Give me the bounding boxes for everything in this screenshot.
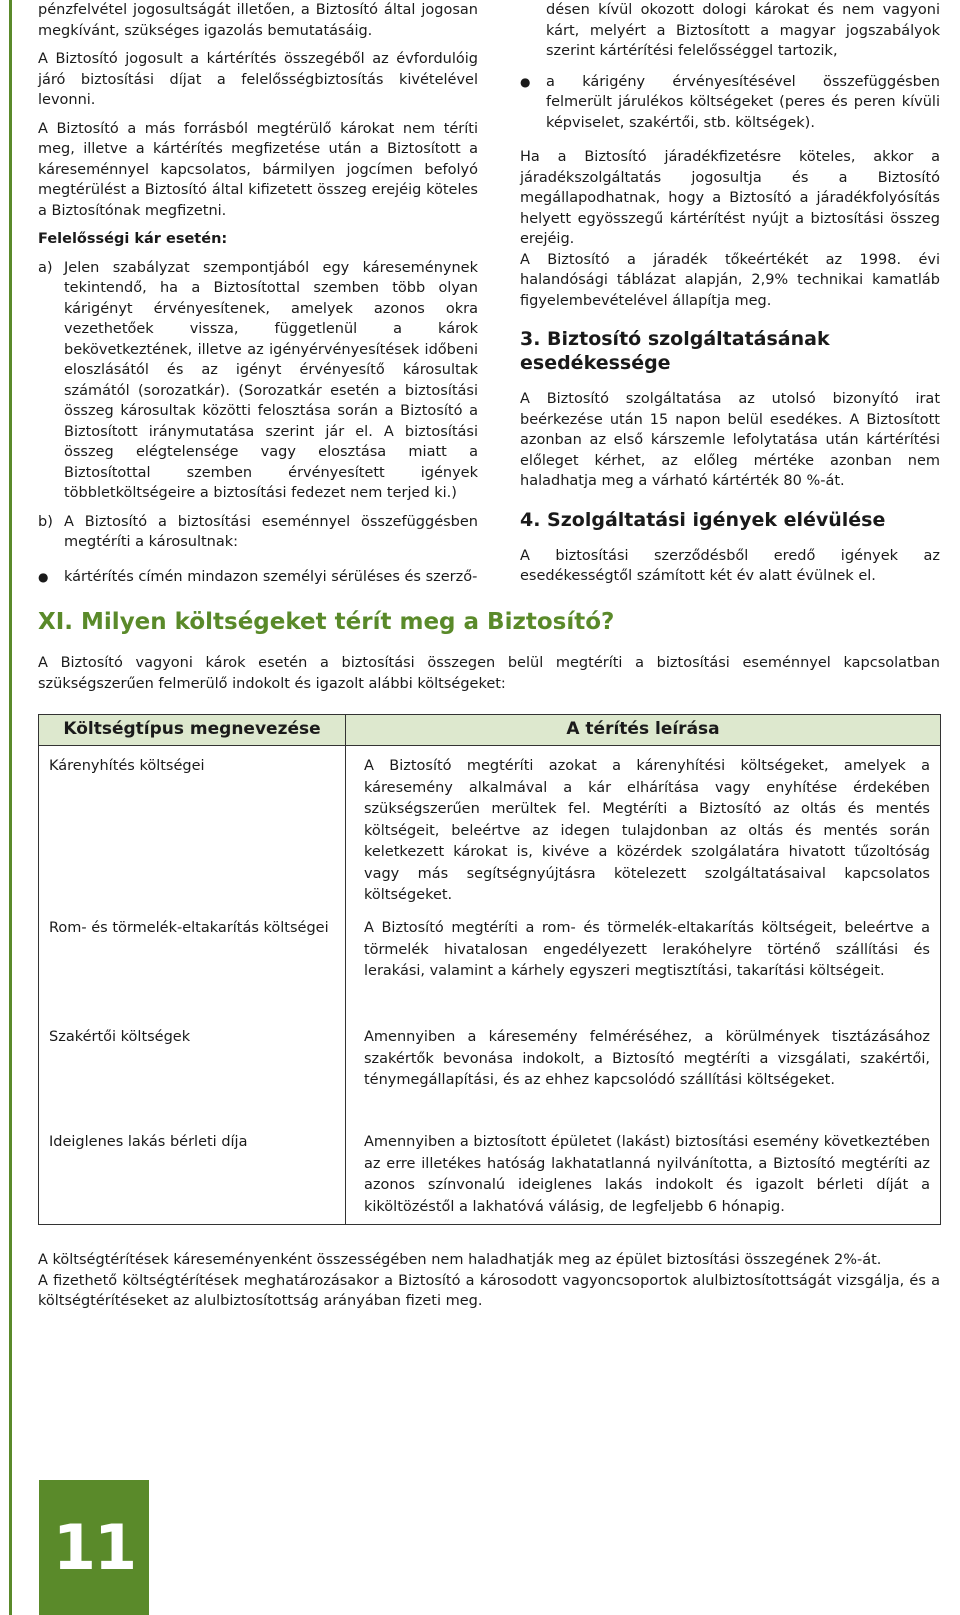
paragraph-annuity-calc: A Biztosító a járadék tőkeértékét az 1998. évi halandósági táblázat alapján, 2,9% technikai kamatláb figyelembevételével állapítja meg. bbox=[520, 251, 940, 309]
page-number: 11 bbox=[39, 1480, 149, 1615]
table-header-desc: A térítés leírása bbox=[346, 715, 941, 746]
liability-subheading: Felelősségi kár esetén: bbox=[38, 231, 228, 247]
paragraph-due-date: A Biztosító szolgáltatása az utolsó bizonyító irat beérkezése után 15 napon belül esedékes. A Biztosított azonban az első kárszemle lefolytatása után kártérítési előleget kérhet, az előleg mértéke azonban nem haladhatja meg a várható kártérték 80 %-át. bbox=[520, 391, 940, 489]
list-marker: a) bbox=[38, 259, 53, 276]
bullet-text: désen kívül okozott dologi károkat és nem vagyoni kárt, melyért a Biztosított a magyar jogszabályok szerint kártérítési felelősséggel tartozik, bbox=[546, 2, 940, 59]
footer-note-underinsurance: A fizethető költségtérítések meghatározásakor a Biztosító a károsodott vagyoncsoportok alulbiztosítottságát vizsgálja, és a költségtérítéseket az alulbiztosítottság arányában fizeti meg. bbox=[38, 1272, 940, 1309]
cost-type-cell: Rom- és törmelék-eltakarítás költségei bbox=[49, 920, 329, 936]
list-item-a bbox=[38, 258, 478, 504]
cost-type-cell: Szakértői költségek bbox=[49, 1029, 191, 1045]
cost-desc-cell: A Biztosító megtéríti azokat a kárenyhítési költségeket, amelyek a káresemény alkalmával a kár elhárítása vagy enyhítése érdekében szükségszerűen merültek fel. Megtéríti a Biztosító az oltás és mentés költségeit, beleértve az idegen tulajdonban az oltás és mentés során keletkezett károkat is, kivéve a közérdek szolgálatára hivatott tűzoltóság vagy más segítségnyújtásra kötelezett szolgáltatásaival kapcsolatos költségeket. bbox=[346, 746, 941, 909]
paragraph-annuity: Ha a Biztosító járadékfizetésre köteles, akkor a járadékszolgáltatás jogosultja és a Biztosító megállapodhatnak, hogy a Biztosító a járadékfolyósítás helyett egyösszegű kártérítést nyújt a biztosítási összeg erejéig. bbox=[520, 149, 940, 247]
paragraph-premium-deduction: A Biztosító jogosult a kártérítés összegéből az évfordulóig járó biztosítási díjat a felelősségbiztosítás kivételével levonni. bbox=[38, 51, 478, 108]
table-row bbox=[39, 1122, 941, 1225]
table-row bbox=[39, 908, 941, 1017]
section-intro: A Biztosító vagyoni károk esetén a biztosítási összegen belül megtéríti a biztosítási eseménnyel kapcsolatban szükségszerűen felmerülő indokolt és igazolt alábbi költségeket: bbox=[38, 655, 940, 692]
bullet-item-continued bbox=[520, 0, 940, 62]
cost-type-cell: Ideiglenes lakás bérleti díja bbox=[39, 1122, 346, 1225]
list-item-b bbox=[38, 512, 478, 553]
table-header-type: Költségtípus megnevezése bbox=[39, 715, 346, 746]
sidebar-accent-line bbox=[9, 0, 12, 1615]
bullet-text: a kárigény érvényesítésével összefüggésben felmerült járulékos költségeket (peres és peren kívüli képviselet, szakértői, stb. költségek). bbox=[546, 73, 940, 131]
paragraph-recovery: A Biztosító a más forrásból megtérülő károkat nem téríti meg, illetve a kártérítés megfizetése után a Biztosított a káreseménnyel kapcsolatos, bármilyen jogcímen befolyó megtérülést a Biztosító által kifizetett összeg erejéig köteles a Biztosítónak megfizetni. bbox=[38, 120, 478, 219]
table-row bbox=[39, 746, 941, 909]
bullet-item-damages bbox=[38, 567, 478, 588]
table-row bbox=[39, 1017, 941, 1122]
cost-desc-cell: Amennyiben a biztosított épületet (lakást) biztosítási esemény következtében az erre illetékes hatóság lakhatatlanná nyilvánította, a Biztosító megtéríti az azonos színvonalú ideiglenes lakás indokolt és igazolt bérleti díját a kiköltözéstől a lakhatóvá válásig, de legfeljebb 6 hónapig. bbox=[346, 1122, 941, 1225]
right-column bbox=[520, 0, 940, 595]
table-header-row bbox=[39, 715, 941, 746]
list-text: A Biztosító a biztosítási eseménnyel összefüggésben megtéríti a károsultnak: bbox=[64, 513, 478, 550]
footer-note-limit: A költségtérítések káreseményenként összességében nem haladhatják meg az épület biztosítási összegének 2%-át. bbox=[38, 1252, 882, 1268]
paragraph-withdrawal: pénzfelvétel jogosultságát illetően, a Biztosító által jogosan megkívánt, szükséges igazolás bemutatásáig. bbox=[38, 2, 478, 39]
bullet-icon: ● bbox=[520, 74, 531, 89]
list-text: Jelen szabályzat szempontjából egy káreseménynek tekintendő, ha a Biztosítottal szemben több olyan kárigényt érvényesítenek, amelyek azonos okra vezethetőek vissza, függetlenül a károk bekövetkeztének, illetve az igényérvényesítések időbeni eloszlásától és az igényt érvényesítő károsultak számától (sorozatkár). (Sorozatkár esetén a biztosítási összeg károsultak közötti felosztása során a Biztosító a Biztosított iránymutatása szerint jár el. A biztosítási összeg elégtelensége vagy elosztása miatt a Biztosítottal szemben érvényesített igények többletköltségeire a biztosítási fedezet nem terjed ki.) bbox=[64, 259, 478, 501]
bullet-item-legal-costs bbox=[520, 72, 940, 134]
cost-table bbox=[38, 714, 941, 1225]
heading-expiry: 4. Szolgáltatási igények elévülése bbox=[520, 508, 886, 531]
cost-type-cell: Kárenyhítés költségei bbox=[49, 758, 205, 774]
cost-desc-cell: Amennyiben a káresemény felméréséhez, a körülmények tisztázásához szakértők bevonása indokolt, a Biztosító megtéríti a vizsgálati, szakértői, ténymegállapítási, és az ehhez kapcsolódó szállítási költségeket. bbox=[346, 1017, 941, 1122]
bullet-text: kártérítés címén mindazon személyi sérüléses és szerző- bbox=[64, 568, 478, 585]
section-title: XI. Milyen költségeket térít meg a Biztosító? bbox=[38, 609, 615, 635]
paragraph-expiry: A biztosítási szerződésből eredő igények az esedékességtől számított két év alatt évülnek el. bbox=[520, 547, 940, 584]
footer-notes bbox=[38, 1250, 940, 1312]
list-marker: b) bbox=[38, 513, 53, 530]
left-column bbox=[38, 0, 478, 597]
bullet-icon: ● bbox=[38, 569, 49, 584]
heading-due-date: 3. Biztosító szolgáltatásának esedékessége bbox=[520, 328, 830, 374]
cost-desc-cell: A Biztosító megtéríti a rom- és törmelék-eltakarítás költségeit, beleértve a törmelék hivatalosan engedélyezett lerakóhelyre történő szállítási és lerakási, valamint a kárhely egyszeri megtisztítási, takarítási költségeit. bbox=[346, 908, 941, 1017]
